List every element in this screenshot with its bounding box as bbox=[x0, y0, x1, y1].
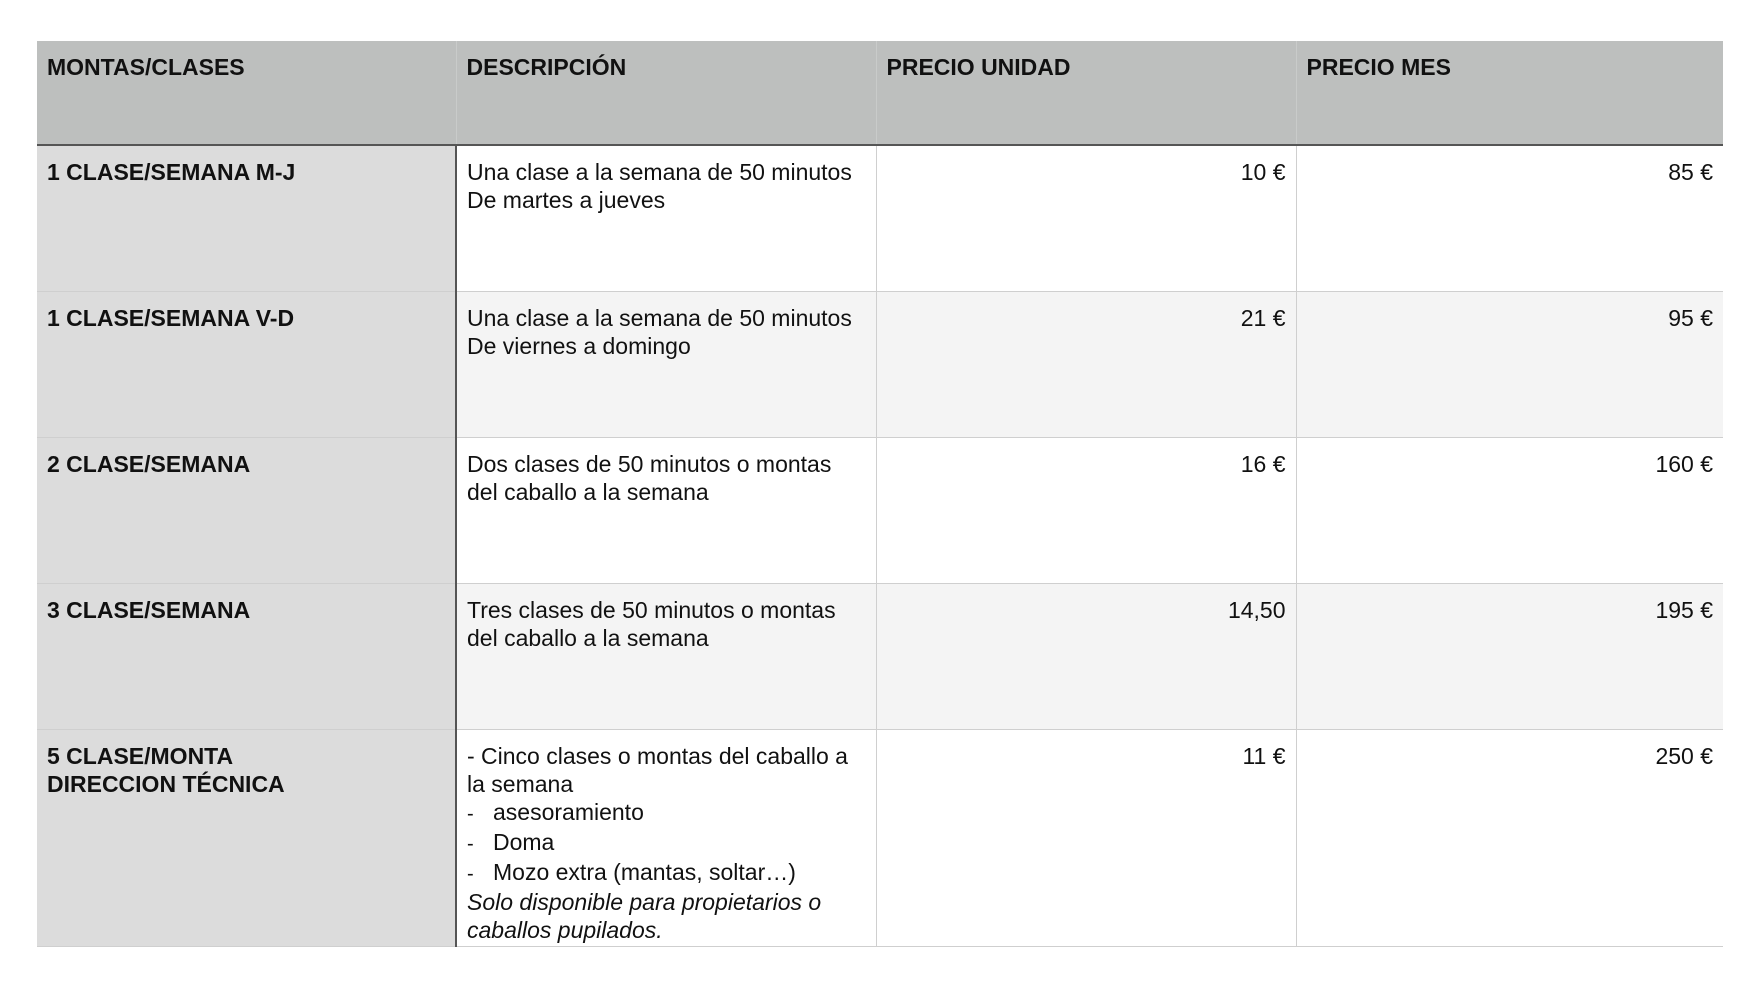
bullet-item bbox=[467, 858, 866, 888]
table-row bbox=[37, 729, 1723, 946]
month-price: 85 € bbox=[1296, 145, 1723, 291]
row-description bbox=[456, 437, 876, 583]
description-line: del caballo a la semana bbox=[467, 624, 709, 651]
row-label bbox=[37, 729, 456, 946]
dash-bullet-icon: - bbox=[467, 832, 474, 855]
description-line: Tres clases de 50 minutos o montas bbox=[467, 596, 836, 623]
month-price: 160 € bbox=[1296, 437, 1723, 583]
unit-price: 14,50 bbox=[876, 583, 1296, 729]
description-line: Una clase a la semana de 50 minutos bbox=[467, 304, 852, 331]
description-line: Dos clases de 50 minutos o montas bbox=[467, 450, 832, 477]
unit-price: 10 € bbox=[876, 145, 1296, 291]
row-description bbox=[456, 583, 876, 729]
row-label-line: 5 CLASE/MONTA bbox=[47, 742, 234, 769]
unit-price: 21 € bbox=[876, 291, 1296, 437]
description-line: Una clase a la semana de 50 minutos bbox=[467, 159, 852, 185]
row-description bbox=[456, 729, 876, 946]
pricing-table bbox=[37, 41, 1723, 947]
month-price: 195 € bbox=[1296, 583, 1723, 729]
description-line: De viernes a domingo bbox=[467, 332, 691, 359]
dash-bullet-icon: - bbox=[467, 862, 474, 885]
month-price: 95 € bbox=[1296, 291, 1723, 437]
table-row bbox=[37, 291, 1723, 437]
header-precio-mes: PRECIO MES bbox=[1296, 41, 1723, 145]
description-line: del caballo a la semana bbox=[467, 478, 709, 505]
description-line: - Cinco clases o montas del caballo a bbox=[467, 742, 848, 769]
row-label: 2 CLASE/SEMANA bbox=[37, 437, 456, 583]
row-label: 3 CLASE/SEMANA bbox=[37, 583, 456, 729]
unit-price: 16 € bbox=[876, 437, 1296, 583]
table-row bbox=[37, 583, 1723, 729]
availability-note: caballos pupilados. bbox=[467, 916, 663, 943]
table-row bbox=[37, 437, 1723, 583]
row-label: 1 CLASE/SEMANA M-J bbox=[37, 145, 456, 291]
availability-note: Solo disponible para propietarios o bbox=[467, 888, 822, 915]
bullet-item bbox=[467, 828, 866, 858]
row-description bbox=[456, 145, 876, 291]
month-price: 250 € bbox=[1296, 729, 1723, 946]
description-line: la semana bbox=[467, 770, 574, 797]
bullet-item bbox=[467, 798, 866, 828]
table-row bbox=[37, 145, 1723, 291]
row-description bbox=[456, 291, 876, 437]
dash-bullet-icon: - bbox=[467, 802, 474, 825]
row-label-line: DIRECCION TÉCNICA bbox=[47, 770, 285, 797]
bullet-text: Mozo extra (mantas, soltar…) bbox=[493, 858, 796, 885]
row-label: 1 CLASE/SEMANA V-D bbox=[37, 291, 456, 437]
unit-price: 11 € bbox=[876, 729, 1296, 946]
bullet-text: Doma bbox=[493, 828, 555, 855]
bullet-text: asesoramiento bbox=[493, 798, 644, 825]
header-row bbox=[37, 41, 1723, 145]
header-precio-unidad: PRECIO UNIDAD bbox=[876, 41, 1296, 145]
description-line: De martes a jueves bbox=[467, 187, 666, 213]
header-montas-clases: MONTAS/CLASES bbox=[37, 41, 456, 145]
header-descripcion: DESCRIPCIÓN bbox=[456, 41, 876, 145]
